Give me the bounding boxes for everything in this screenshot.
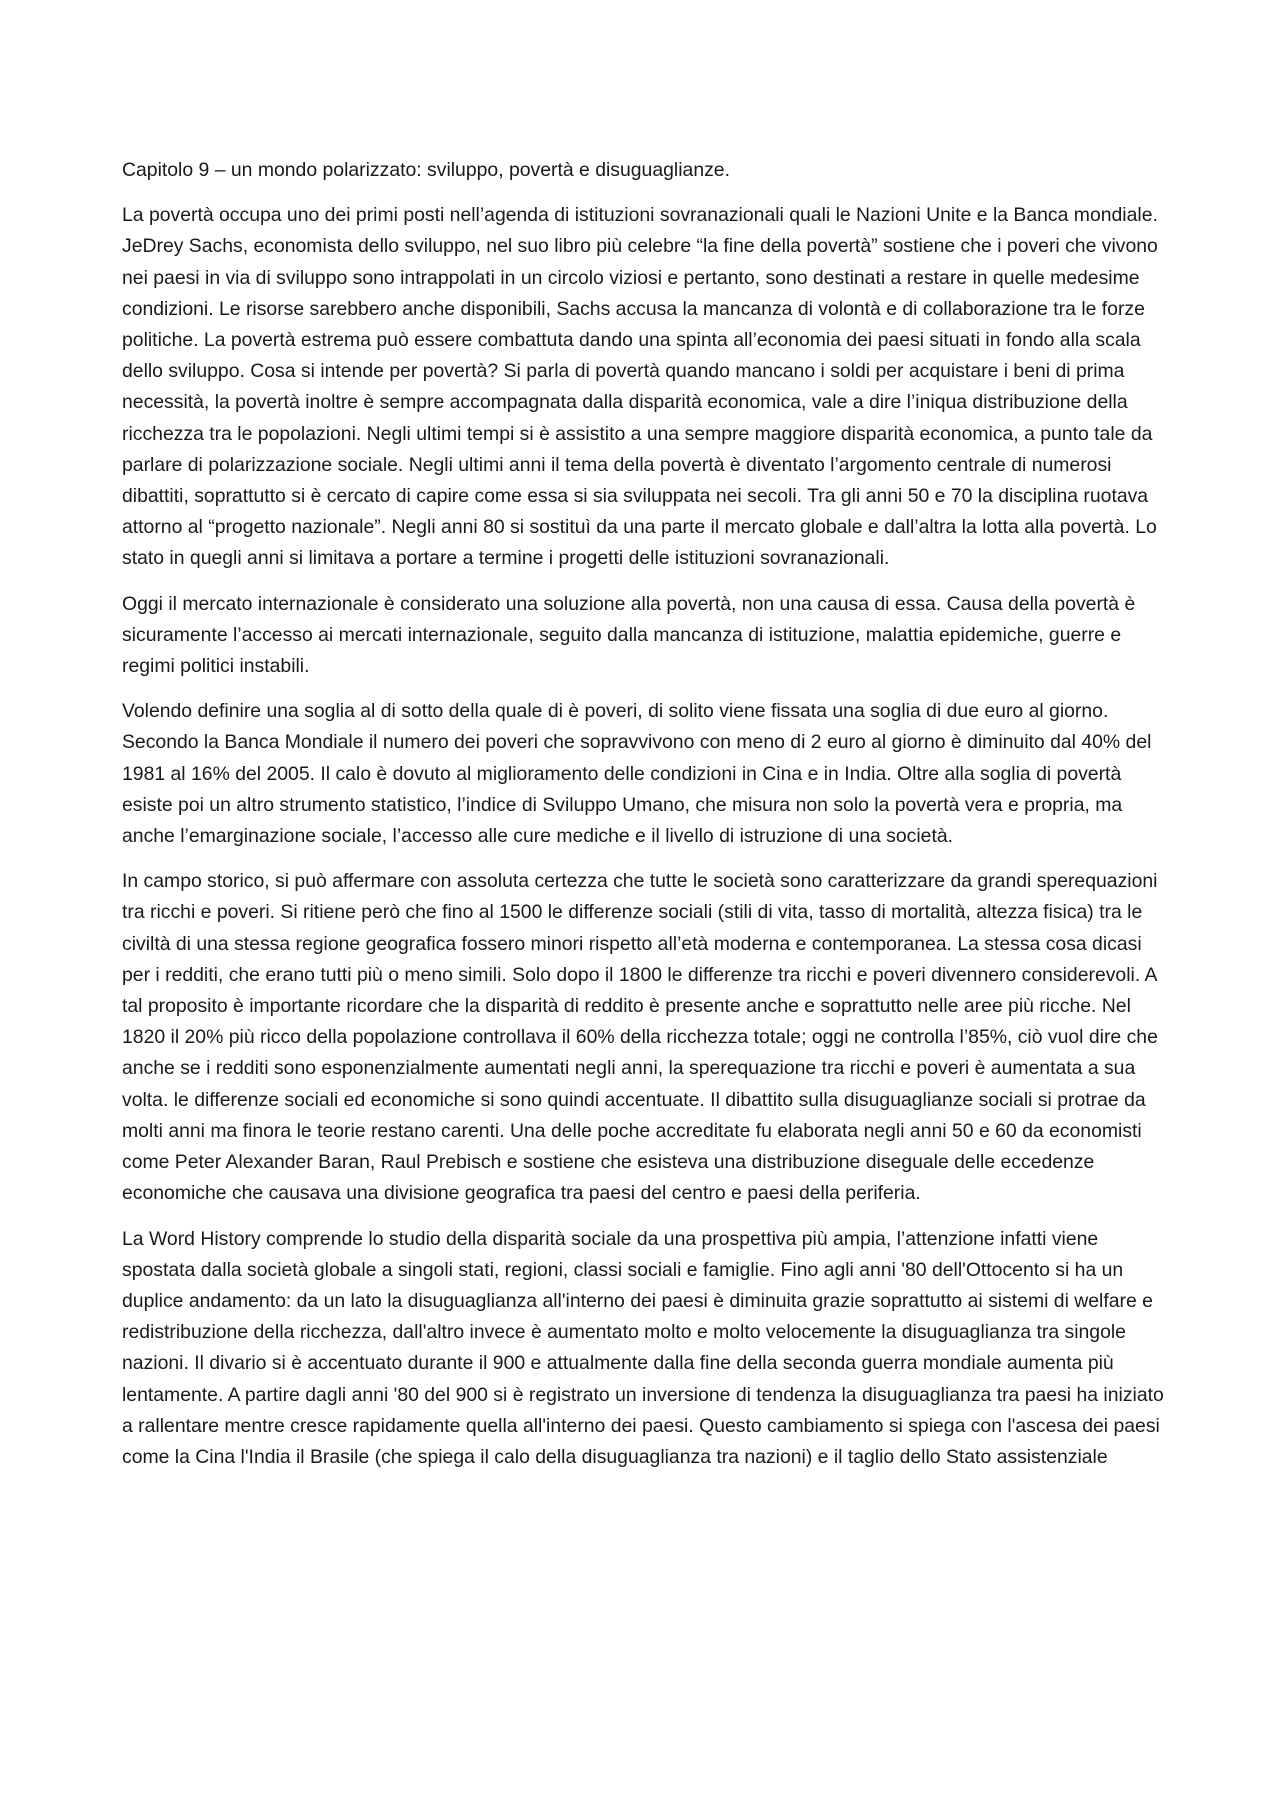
paragraph-international-market: Oggi il mercato internazionale è considerato una soluzione alla povertà, non una causa di essa. Causa della povertà è sicuramente l’accesso ai mercati internazionale, seguito dalla mancanza di istituzione, malattia epidemiche, guerre e regimi politici instabili. <box>122 592 1136 678</box>
chapter-title: Capitolo 9 – un mondo polarizzato: sviluppo, povertà e disuguaglianze. <box>122 159 730 181</box>
paragraph-poverty-threshold: Volendo definire una soglia al di sotto della quale di è poveri, di solito viene fissata una soglia di due euro al giorno. Secondo la Banca Mondiale il numero dei poveri che sopravvivono con meno di 2 euro al giorno è diminuito dal 40% del 1981 al 16% del 2005. Il calo è dovuto al miglioramento delle condizioni in Cina e in India. Oltre alla soglia di povertà esiste poi un altro strumento statistico, l’indice di Sviluppo Umano, che misura non solo la povertà vera e propria, ma anche l’emarginazione sociale, l’accesso alle cure mediche e il livello di istruzione di una società. <box>122 700 1152 848</box>
paragraph-world-history: La Word History comprende lo studio della disparità sociale da una prospettiva più ampia, l’attenzione infatti viene spostata dalla società globale a singoli stati, regioni, classi sociali e famiglie. Fino agli anni '80 dell'Ottocento si ha un duplice andamento: da un lato la disuguaglianza all'interno dei paesi è diminuita grazie soprattutto ai sistemi di welfare e redistribuzione della ricchezza, dall'altro invece è aumentato molto e molto velocemente la disuguaglianza tra singole nazioni. Il divario si è accentuato durante il 900 e attualmente dalla fine della seconda guerra mondiale aumenta più lentamente. A partire dagli anni '80 del 900 si è registrato un inversione di tendenza la disuguaglianza tra paesi ha iniziato a rallentare mentre cresce rapidamente quella all'interno dei paesi. Questo cambiamento si spiega con l'ascesa dei paesi come la Cina l'India il Brasile (che spiega il calo della disuguaglianza tra nazioni) e il taglio dello Stato assistenziale <box>122 1227 1164 1468</box>
paragraph-historical-inequality: In campo storico, si può affermare con assoluta certezza che tutte le società sono caratterizzare da grandi sperequazioni tra ricchi e poveri. Si ritiene però che fino al 1500 le differenze sociali (stili di vita, tasso di mortalità, altezza fisica) tra le civiltà di una stessa regione geografica fossero minori rispetto all’età moderna e contemporanea. La stessa cosa dicasi per i redditi, che erano tutti più o meno simili. Solo dopo il 1800 le differenze tra ricchi e poveri divennero considerevoli. A tal proposito è importante ricordare che la disparità di reddito è presente anche e soprattutto nelle aree più ricche. Nel 1820 il 20% più ricco della popolazione controllava il 60% della ricchezza totale; oggi ne controlla l’85%, ciò vuol dire che anche se i redditi sono esponenzialmente aumentati negli anni, la sperequazione tra ricchi e poveri è aumentata a sua volta. le differenze sociali ed economiche si sono quindi accentuate. Il dibattito sulla disuguaglianze sociali si protrae da molti anni ma finora le teorie restano carenti. Una delle poche accreditate fu elaborata negli anni 50 e 60 da economisti come Peter Alexander Baran, Raul Prebisch e sostiene che esisteva una distribuzione diseguale delle eccedenze economiche che causava una divisione geografica tra paesi del centro e paesi della periferia. <box>122 870 1158 1205</box>
document-body <box>122 155 1168 1487</box>
paragraph-poverty-agenda: La povertà occupa uno dei primi posti nell’agenda di istituzioni sovranazionali quali le Nazioni Unite e la Banca mondiale. JeDrey Sachs, economista dello sviluppo, nel suo libro più celebre “la fine della povertà” sostiene che i poveri che vivono nei paesi in via di sviluppo sono intrappolati in un circolo viziosi e pertanto, sono destinati a restare in quelle medesime condizioni. Le risorse sarebbero anche disponibili, Sachs accusa la mancanza di volontà e di collaborazione tra le forze politiche. La povertà estrema può essere combattuta dando una spinta all’economia dei paesi situati in fondo alla scala dello sviluppo. Cosa si intende per povertà? Si parla di povertà quando mancano i soldi per acquistare i beni di prima necessità, la povertà inoltre è sempre accompagnata dalla disparità economica, vale a dire l’iniqua distribuzione della ricchezza tra le popolazioni. Negli ultimi tempi si è assistito a una sempre maggiore disparità economica, a punto tale da parlare di polarizzazione sociale. Negli ultimi anni il tema della povertà è diventato l’argomento centrale di numerosi dibattiti, soprattutto si è cercato di capire come essa si sia sviluppata nei secoli. Tra gli anni 50 e 70 la disciplina ruotava attorno al “progetto nazionale”. Negli anni 80 si sostituì da una parte il mercato globale e dall’altra la lotta alla povertà. Lo stato in quegli anni si limitava a portare a termine i progetti delle istituzioni sovranazionali. <box>122 204 1158 570</box>
